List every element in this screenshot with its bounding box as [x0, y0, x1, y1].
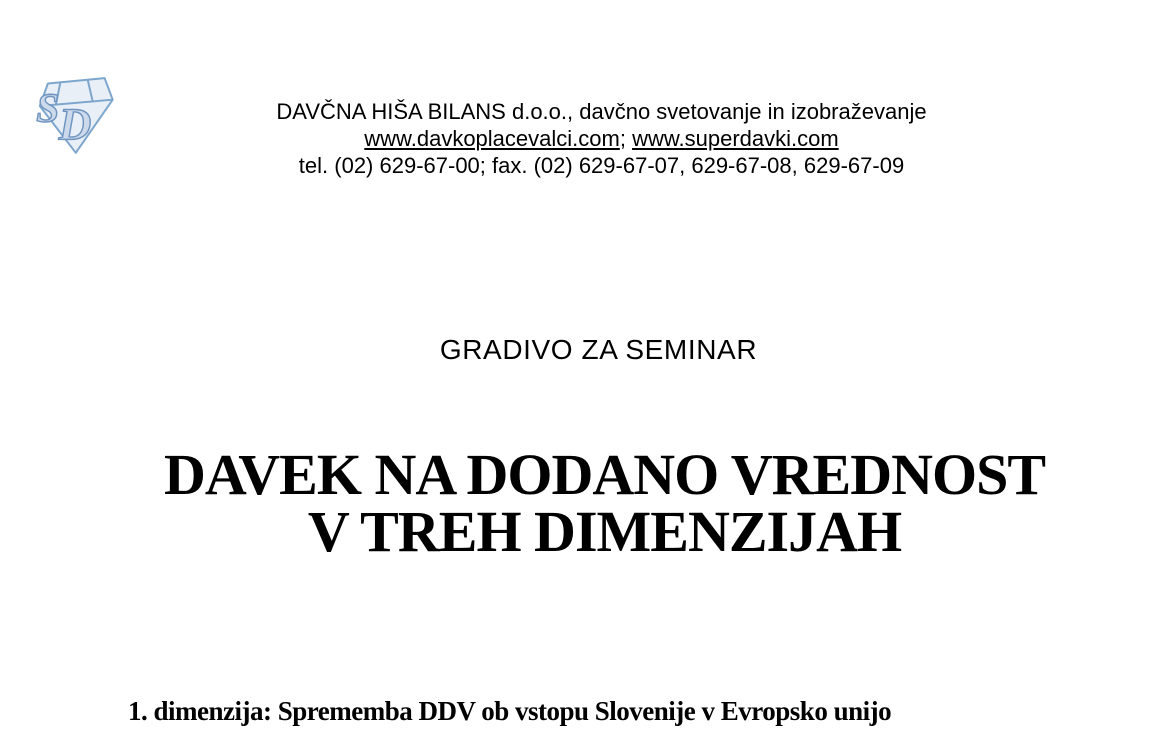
logo-letter-d: D — [58, 99, 92, 150]
dimension-1-heading: 1. dimenzija: Sprememba DDV ob vstopu Slovenije v Evropsko unijo — [128, 696, 892, 726]
document-title — [0, 442, 1157, 564]
link-superdavki[interactable]: www.superdavki.com — [632, 126, 839, 151]
link-davkoplacevalci[interactable]: www.davkoplacevalci.com — [364, 126, 620, 151]
contact-line: tel. (02) 629-67-00; fax. (02) 629-67-07, 629-67-08, 629-67-09 — [298, 153, 905, 178]
links-separator: ; — [619, 126, 633, 151]
letterhead — [0, 98, 1157, 179]
title-line-2: V TREH DIMENZIJAH — [307, 499, 902, 564]
logo-letter-s: S — [36, 84, 60, 131]
title-line-1: DAVEK NA DODANO VREDNOST — [163, 442, 1046, 507]
seminar-subtitle: GRADIVO ZA SEMINAR — [439, 334, 758, 365]
company-name-line: DAVČNA HIŠA BILANS d.o.o., davčno svetovanje in izobraževanje — [276, 99, 927, 124]
website-links-line — [46, 125, 1157, 152]
